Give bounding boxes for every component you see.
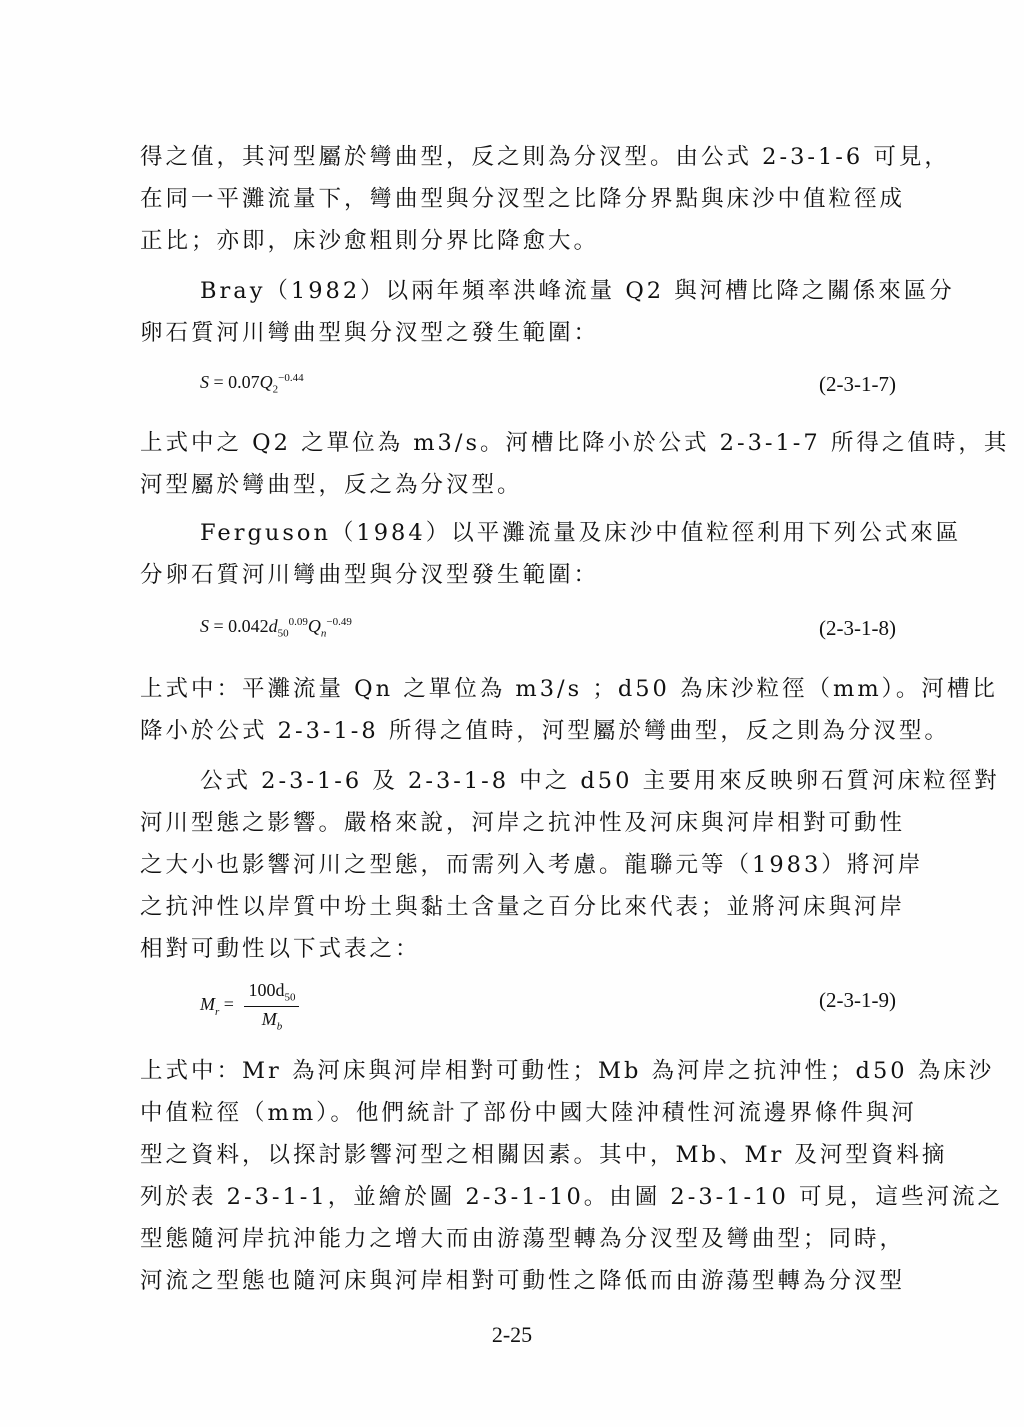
page-number: 2-25 [491, 1322, 533, 1347]
text-line: 上式中：Mr 為河床與河岸相對可動性；Mb 為河岸之抗沖性；d50 為床沙 [140, 1058, 995, 1084]
text-line: 中值粒徑（mm）。他們統計了部份中國大陸沖積性河流邊界條件與河 [140, 1100, 917, 1126]
text-line: 之大小也影響河川之型態，而需列入考慮。龍聯元等（1983）將河岸 [140, 852, 924, 878]
text-line: 分卵石質河川彎曲型與分汊型發生範圍： [140, 562, 600, 588]
equation-number: (2-3-1-8) [819, 616, 896, 640]
equation-2-3-1-8: $S = 0.042d_{50}^{0.09}Q_n^{-0.49}$ [200, 616, 352, 640]
text-line: 型態隨河岸抗沖能力之增大而由游蕩型轉為分汊型及彎曲型；同時， [140, 1226, 906, 1252]
text-line: 河流之型態也隨河床與河岸相對可動性之降低而由游蕩型轉為分汊型 [140, 1268, 906, 1294]
text-line: 河川型態之影響。嚴格來說，河岸之抗沖性及河床與河岸相對可動性 [140, 810, 906, 836]
text-line: 上式中之 Q2 之單位為 m3/s。河槽比降小於公式 2-3-1-7 所得之值時，其 [140, 430, 1010, 456]
fraction: $\frac{100d_{50}}{M_b}$ [244, 980, 299, 1032]
text-line: 正比；亦即，床沙愈粗則分界比降愈大。 [140, 228, 600, 254]
text-line: Bray（1982）以兩年頻率洪峰流量 Q2 與河槽比降之關係來區分 [200, 278, 955, 304]
equation-number: (2-3-1-9) [819, 988, 896, 1012]
text-line: 列於表 2-3-1-1，並繪於圖 2-3-1-10。由圖 2-3-1-10 可見，這些河流之 [140, 1184, 1003, 1210]
text-line: 卵石質河川彎曲型與分汊型之發生範圍： [140, 320, 600, 346]
text-line: 得之值，其河型屬於彎曲型，反之則為分汊型。由公式 2-3-1-6 可見， [140, 144, 950, 170]
text-line: 河型屬於彎曲型，反之為分汊型。 [140, 472, 523, 498]
text-line: Ferguson（1984）以平灘流量及床沙中值粒徑利用下列公式來區 [200, 520, 962, 546]
equation-number: (2-3-1-7) [819, 372, 896, 396]
text-line: 在同一平灘流量下，彎曲型與分汊型之比降分界點與床沙中值粒徑成 [140, 186, 906, 212]
text-line: 降小於公式 2-3-1-8 所得之值時，河型屬於彎曲型，反之則為分汊型。 [140, 718, 950, 744]
text-line: 型之資料，以探討影響河型之相關因素。其中，Mb、Mr 及河型資料摘 [140, 1142, 948, 1168]
text-line: 上式中：平灘流量 Qn 之單位為 m3/s ；d50 為床沙粒徑（mm）。河槽比 [140, 676, 998, 702]
text-line: 之抗沖性以岸質中坋土與黏土含量之百分比來代表；並將河床與河岸 [140, 894, 906, 920]
text-line: 公式 2-3-1-6 及 2-3-1-8 中之 d50 主要用來反映卵石質河床粒徑對 [200, 768, 1000, 794]
text-line: 相對可動性以下式表之： [140, 936, 421, 962]
equation-2-3-1-7: $S = 0.07Q_2^{-0.44}$ [200, 372, 304, 396]
equation-2-3-1-9: $M_r$ = $\frac{100d_{50}}{M_b}$ [200, 980, 299, 1032]
